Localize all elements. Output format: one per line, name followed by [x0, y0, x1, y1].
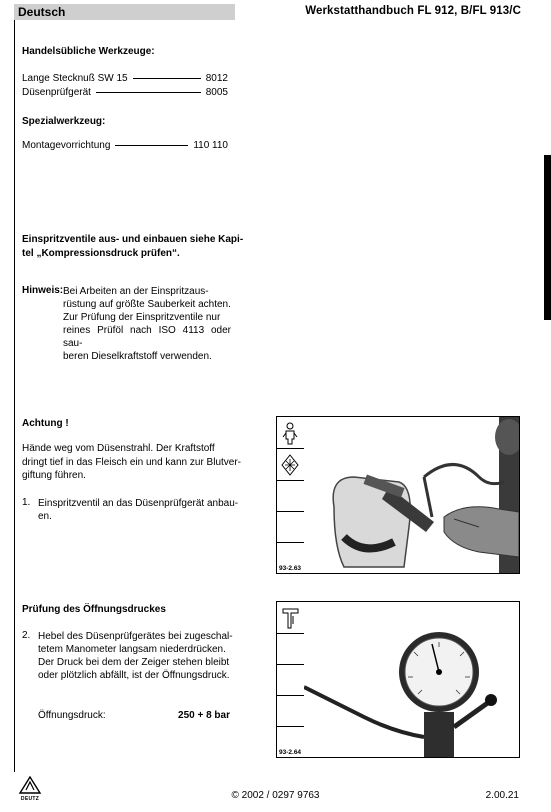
step-line: oder plötzlich abfällt, ist der Öffnungsdruck. — [38, 670, 230, 681]
step-body — [38, 630, 232, 682]
figure-icon-cell — [277, 634, 304, 665]
column-rule — [14, 20, 15, 772]
chapter-tab-marker — [544, 155, 551, 320]
install-note-line: Einspritzventile aus- und einbauen siehe Kapi- — [22, 234, 244, 245]
person-safety-icon — [277, 417, 304, 449]
logo-text: DEUTZ — [20, 796, 40, 802]
tool-number: 8005 — [205, 87, 228, 98]
figure-icon-cell — [277, 512, 304, 543]
hint-body — [63, 285, 231, 363]
pressure-check-heading: Prüfung des Öffnungsdruckes — [22, 604, 166, 615]
figure-code: 93-2.64 — [279, 749, 302, 756]
figure-icon-column — [277, 417, 305, 573]
page-number: 2.00.21 — [485, 790, 519, 801]
hint-line: rüstung auf größte Sauberkeit achten. — [63, 299, 231, 310]
step-line: tetem Manometer langsam niederdrücken. — [38, 644, 226, 655]
step-number: 1. — [22, 497, 31, 508]
pressure-gauge-photo — [304, 602, 519, 757]
step-line: Einspritzventil an das Düsenprüfgerät anbau- — [38, 498, 239, 509]
figure-code: 93-2.63 — [279, 565, 302, 572]
warning-heading: Achtung ! — [22, 418, 69, 429]
leader-line — [96, 92, 201, 93]
tool-number: 110 110 — [193, 140, 228, 151]
figure-icon-cell — [277, 665, 304, 696]
step-body — [38, 497, 239, 523]
hint-line: reines Prüföl nach ISO 4113 oder sau- — [63, 325, 231, 349]
figure-icon-column — [277, 602, 305, 757]
figure-pressure-gauge — [276, 601, 520, 758]
step-line: en. — [38, 511, 52, 522]
tool-row — [22, 73, 228, 84]
hint-line: Zur Prüfung der Einspritzventile nur — [63, 312, 221, 323]
warning-line: dringt tief in das Fleisch ein und kann zur Blutver- — [22, 456, 241, 468]
warning-line: giftung führen. — [22, 470, 86, 481]
install-note-line: tel „Kompressionsdruck prüfen“. — [22, 248, 180, 259]
opening-pressure-label: Öffnungsdruck: — [38, 710, 106, 721]
step-line: Hebel des Düsenprüfgerätes bei zugeschal- — [38, 631, 233, 642]
step-line: Der Druck bei dem der Zeiger stehen bleibt — [38, 657, 230, 668]
spray-hazard-icon — [277, 449, 304, 481]
figure-icon-cell — [277, 696, 304, 727]
tool-name: Lange Stecknuß SW 15 — [22, 73, 128, 84]
tool-row — [22, 140, 228, 151]
figure-icon-cell — [277, 417, 304, 449]
manual-title: Werkstatthandbuch FL 912, B/FL 913/C — [305, 5, 521, 17]
language-label: Deutsch — [14, 4, 235, 20]
figure-icon-cell — [277, 602, 304, 634]
leader-line — [133, 78, 201, 79]
tool-row — [22, 87, 228, 98]
install-note — [22, 233, 244, 261]
step-number: 2. — [22, 630, 31, 641]
caliper-tool-icon — [277, 602, 304, 634]
warning-text — [22, 442, 241, 483]
opening-pressure-row — [38, 710, 230, 721]
copyright-notice: © 2002 / 0297 9763 — [231, 790, 320, 801]
special-tools-heading: Spezialwerkzeug: — [22, 116, 106, 127]
hint-line: beren Dieselkraftstoff verwenden. — [63, 351, 212, 362]
leader-line — [115, 145, 188, 146]
opening-pressure-value: 250 + 8 bar — [178, 710, 230, 721]
tool-number: 8012 — [205, 73, 228, 84]
injector-test-photo — [304, 417, 519, 573]
tool-name: Düsenprüfgerät — [22, 87, 91, 98]
commercial-tools-heading: Handelsübliche Werkzeuge: — [22, 46, 155, 57]
tool-name: Montagevorrichtung — [22, 140, 111, 151]
figure-injector-mounting — [276, 416, 520, 574]
warning-line: Hände weg vom Düsenstrahl. Der Kraftstoff — [22, 443, 215, 454]
figure-icon-cell — [277, 449, 304, 481]
hint-line: Bei Arbeiten an der Einspritzaus- — [63, 286, 209, 297]
hint-label: Hinweis: — [22, 285, 64, 296]
figure-icon-cell — [277, 481, 304, 512]
